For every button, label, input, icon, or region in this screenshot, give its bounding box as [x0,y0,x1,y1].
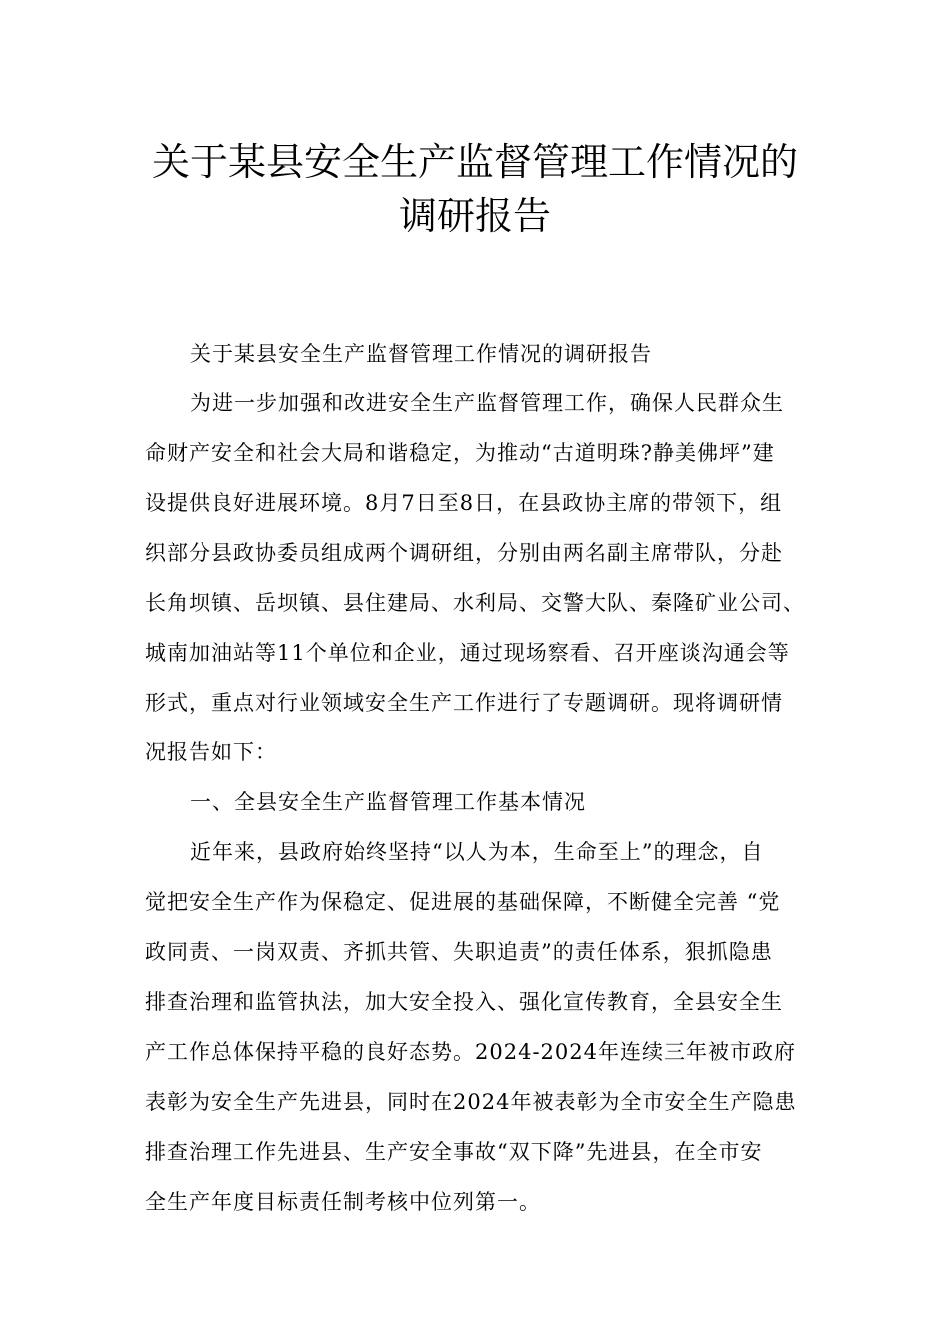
body-line: 命财产安全和社会大局和谐稳定，为推动“古道明珠?静美佛坪”建 [145,441,775,465]
document-title-line-2: 调研报告 [398,194,551,238]
body-line: 设提供良好进展环境。8月7日至8日，在县政协主席的带领下，组 [145,491,783,515]
body-line: 排查治理和监管执法，加大安全投入、强化宣传教育，全县安全生 [145,990,783,1014]
body-line: 表彰为安全生产先进县，同时在2024年被表彰为全市安全生产隐患 [145,1090,797,1114]
body-line: 城南加油站等11个单位和企业，通过现场察看、召开座谈沟通会等 [145,641,790,665]
section-heading: 一、全县安全生产监督管理工作基本情况 [190,790,586,814]
body-line: 排查治理工作先进县、生产安全事故“双下降”先进县，在全市安 [145,1140,763,1164]
body-line: 长角坝镇、岳坝镇、县住建局、水利局、交警大队、秦隆矿业公司、 [145,591,805,615]
body-line-subtitle: 关于某县安全生产监督管理工作情况的调研报告 [190,342,652,366]
body-line: 觉把安全生产作为保稳定、促进展的基础保障，不断健全完善 “党 [145,890,781,914]
body-line: 政同责、一岗双责、齐抓共管、失职追责”的责任体系，狠抓隐患 [145,940,773,964]
body-line: 形式，重点对行业领域安全生产工作进行了专题调研。现将调研情 [145,691,783,715]
body-line: 产工作总体保持平稳的良好态势。2024-2024年连续三年被市政府 [145,1040,796,1064]
body-line: 况报告如下： [145,740,277,764]
document-title-line-1: 关于某县安全生产监督管理工作情况的 [151,140,798,184]
body-line: 织部分县政协委员组成两个调研组，分别由两名副主席带队，分赴 [145,541,783,565]
body-line: 全生产年度目标责任制考核中位列第一。 [145,1190,541,1214]
body-line: 为进一步加强和改进安全生产监督管理工作，确保人民群众生 [190,391,784,415]
body-line: 近年来，县政府始终坚持“以人为本，生命至上”的理念，自 [190,840,764,864]
